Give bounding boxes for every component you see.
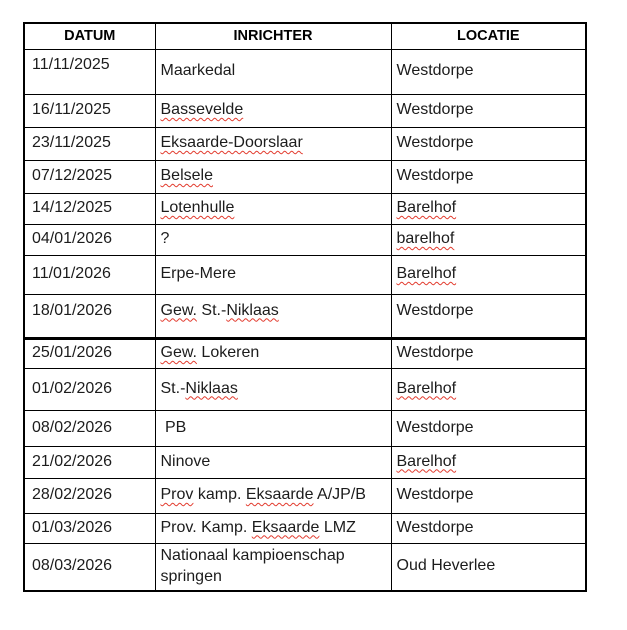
header-inrichter: INRICHTER	[155, 23, 391, 49]
inrichter-cell	[155, 368, 391, 410]
text-segment: Westdorpe	[396, 486, 474, 504]
table-row	[24, 294, 586, 338]
datum-cell: 01/03/2026	[24, 513, 155, 543]
inrichter-cell	[155, 543, 391, 591]
text-segment: St.-	[196, 301, 227, 319]
locatie-cell	[391, 193, 586, 224]
table-row	[24, 49, 586, 94]
table-row	[24, 410, 586, 446]
inrichter-cell	[155, 446, 391, 478]
header-row	[24, 23, 586, 49]
misspelled-word: Belsele	[160, 167, 213, 185]
locatie-cell	[391, 478, 586, 513]
locatie-cell	[391, 224, 586, 255]
locatie-cell	[391, 127, 586, 160]
misspelled-word: Eksaarde-Doorslaar	[160, 134, 303, 152]
misspelled-word: Lotenhulle	[160, 199, 235, 217]
datum-cell: 07/12/2025	[24, 160, 155, 193]
inrichter-cell	[155, 255, 391, 294]
misspelled-word: Prov	[160, 486, 194, 504]
inrichter-cell	[155, 513, 391, 543]
text-segment: Westdorpe	[396, 101, 474, 119]
misspelled-word: Barelhof	[396, 265, 457, 283]
text-segment: Westdorpe	[396, 134, 474, 152]
table-row	[24, 255, 586, 294]
inrichter-cell	[155, 478, 391, 513]
text-segment: Prov. Kamp.	[160, 518, 252, 536]
datum-cell: 23/11/2025	[24, 127, 155, 160]
text-segment: Westdorpe	[396, 518, 474, 536]
datum-cell: 08/03/2026	[24, 543, 155, 591]
table-row	[24, 94, 586, 127]
inrichter-cell	[155, 294, 391, 338]
table-row	[24, 338, 586, 368]
header-datum: DATUM	[24, 23, 155, 49]
text-segment: LMZ	[319, 518, 356, 536]
misspelled-word: barelhof	[396, 230, 455, 248]
text-segment: Westdorpe	[396, 167, 474, 185]
inrichter-cell	[155, 410, 391, 446]
datum-cell: 28/02/2026	[24, 478, 155, 513]
locatie-cell	[391, 294, 586, 338]
misspelled-word: Niklaas	[226, 301, 279, 319]
text-segment: Nationaal kampioenschap springen	[160, 546, 350, 585]
text-segment: Erpe-Mere	[160, 265, 237, 283]
locatie-cell	[391, 446, 586, 478]
datum-cell: 21/02/2026	[24, 446, 155, 478]
text-segment: St.-	[160, 379, 186, 397]
datum-cell: 01/02/2026	[24, 368, 155, 410]
locatie-cell	[391, 338, 586, 368]
header-locatie: LOCATIE	[391, 23, 586, 49]
inrichter-cell	[155, 224, 391, 255]
datum-cell: 04/01/2026	[24, 224, 155, 255]
text-segment: Maarkedal	[160, 62, 236, 80]
table-row	[24, 368, 586, 410]
inrichter-cell	[155, 49, 391, 94]
inrichter-cell	[155, 160, 391, 193]
text-segment: Westdorpe	[396, 62, 474, 80]
table-row	[24, 446, 586, 478]
table-row	[24, 513, 586, 543]
locatie-cell	[391, 543, 586, 591]
text-segment: A/JP/B	[313, 486, 366, 504]
misspelled-word: Gew.	[160, 344, 197, 362]
inrichter-cell	[155, 127, 391, 160]
table-body	[24, 49, 586, 591]
datum-cell: 11/11/2025	[24, 49, 155, 94]
inrichter-cell	[155, 338, 391, 368]
locatie-cell	[391, 160, 586, 193]
text-segment: kamp.	[193, 486, 246, 504]
locatie-cell	[391, 368, 586, 410]
misspelled-word: Eksaarde	[245, 486, 314, 504]
inrichter-cell	[155, 94, 391, 127]
datum-cell: 08/02/2026	[24, 410, 155, 446]
misspelled-word: Eksaarde	[251, 518, 320, 536]
table-row	[24, 160, 586, 193]
datum-cell: 16/11/2025	[24, 94, 155, 127]
table-row	[24, 127, 586, 160]
misspelled-word: Gew.	[160, 301, 197, 319]
locatie-cell	[391, 94, 586, 127]
table-row	[24, 543, 586, 591]
datum-cell: 14/12/2025	[24, 193, 155, 224]
text-segment: Lokeren	[196, 344, 260, 362]
datum-cell: 11/01/2026	[24, 255, 155, 294]
text-segment: Oud Heverlee	[396, 557, 496, 575]
locatie-cell	[391, 410, 586, 446]
table-row	[24, 478, 586, 513]
misspelled-word: Barelhof	[396, 199, 457, 217]
text-segment: PB	[160, 418, 187, 436]
misspelled-word: Bassevelde	[160, 101, 244, 119]
text-segment: Ninove	[160, 452, 211, 470]
text-segment: Westdorpe	[396, 301, 474, 319]
text-segment: Westdorpe	[396, 344, 474, 362]
text-segment: Westdorpe	[396, 418, 474, 436]
table-row	[24, 193, 586, 224]
datum-cell: 25/01/2026	[24, 338, 155, 368]
inrichter-cell	[155, 193, 391, 224]
locatie-cell	[391, 513, 586, 543]
datum-cell: 18/01/2026	[24, 294, 155, 338]
table-row	[24, 224, 586, 255]
misspelled-word: Niklaas	[185, 379, 238, 397]
misspelled-word: Barelhof	[396, 379, 457, 397]
locatie-cell	[391, 255, 586, 294]
misspelled-word: Barelhof	[396, 452, 457, 470]
schedule-table	[23, 22, 587, 592]
locatie-cell	[391, 49, 586, 94]
text-segment: ?	[160, 230, 170, 248]
